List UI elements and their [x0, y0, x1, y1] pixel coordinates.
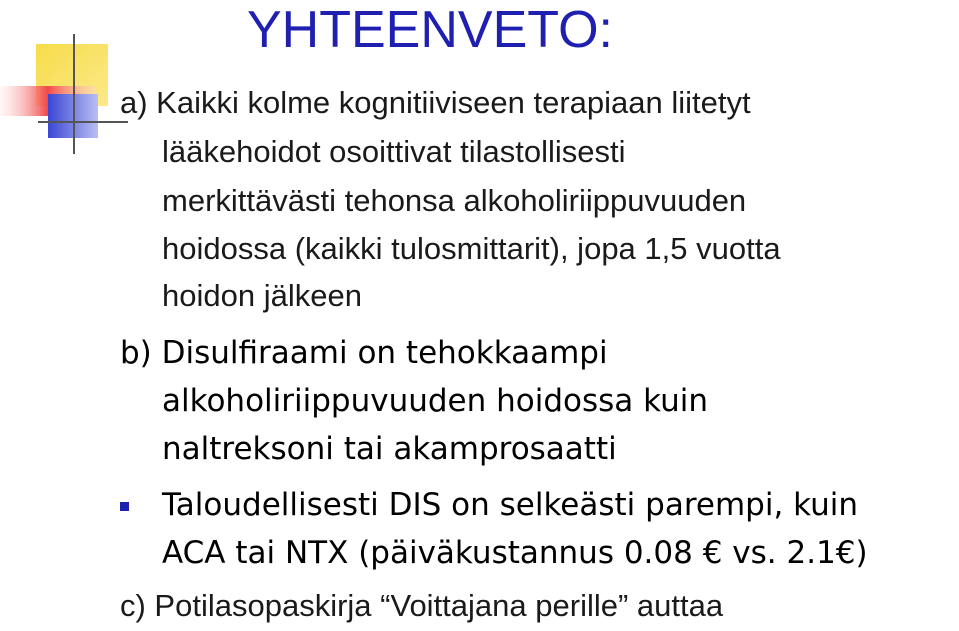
- bullet-line-2-suffix: ): [855, 535, 868, 571]
- section-b-line-2: alkoholiriippuvuuden hoidossa kuin: [162, 383, 709, 419]
- euro-symbol: €: [835, 535, 856, 571]
- section-a-line-3: merkittävästi tehonsa alkoholiriippuvuuden: [162, 183, 747, 218]
- decorative-squares-icon: [0, 30, 130, 155]
- euro-symbol: €: [702, 535, 723, 571]
- section-a-line-5: hoidon jälkeen: [162, 278, 362, 313]
- bullet-line-2: [162, 528, 868, 578]
- section-a-line-2: lääkehoidot osoittivat tilastollisesti: [162, 134, 626, 169]
- bullet-line-2-prefix: ACA tai NTX (päiväkustannus 0.08: [162, 535, 703, 571]
- bullet-line-2-middle: vs. 2.1: [722, 535, 836, 571]
- bullet-square-icon: [120, 502, 129, 511]
- section-c-line: c) Potilasopaskirja “Voittajana perille” auttaa: [120, 588, 724, 623]
- slide-title: YHTEENVETO:: [247, 1, 614, 59]
- section-b-line-1: b) Disulfiraami on tehokkaampi: [120, 335, 608, 371]
- section-a-line-4: hoidossa (kaikki tulosmittarit), jopa 1,5 vuotta: [162, 231, 781, 266]
- section-b-line-3: naltreksoni tai akamprosaatti: [162, 431, 617, 467]
- bullet-line-1: Taloudellisesti DIS on selkeästi parempi, kuin: [162, 487, 859, 523]
- section-a-line-1: a) Kaikki kolme kognitiiviseen terapiaan liitetyt: [120, 85, 751, 120]
